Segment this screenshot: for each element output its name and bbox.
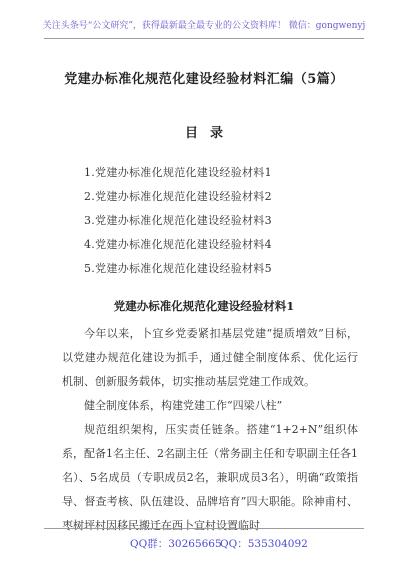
- toc-item[interactable]: 4.党建办标准化规范化建设经验材料4: [84, 238, 272, 251]
- toc-item[interactable]: 1.党建办标准化规范化建设经验材料1: [84, 166, 272, 179]
- footer-divider: [44, 528, 364, 529]
- footer-qq-contact: QQ：535304092: [220, 538, 308, 550]
- toc-item[interactable]: 3.党建办标准化规范化建设经验材料3: [84, 214, 272, 227]
- paragraph: 健全制度体系，构建党建工作“四梁八柱”: [84, 399, 283, 412]
- body-text: [62, 322, 358, 538]
- paragraph: 规范组织架构，压实责任链条。搭建“1+2+N”组织体系，配备1名主任、2名副主任（常务副主任和专职副主任各1名）、5名成员（专职成员2名，兼职成员3名），明确“政策指导、督查考核、队伍建设、品牌培育”四大职能。除神甫村、枣树坪村因移民搬迁在西卜宜村设置临时: [62, 423, 358, 532]
- header-note: 关注头条号“公文研究”，获得最新最全最专业的公文资料库！ 微信：gongwenyj: [42, 21, 366, 31]
- toc-item[interactable]: 2.党建办标准化规范化建设经验材料2: [84, 190, 272, 203]
- footer-qq-group: QQ群：30265665: [130, 538, 222, 550]
- toc-heading: 目录: [184, 126, 235, 141]
- document-title: 党建办标准化规范化建设经验材料汇编（5篇）: [64, 72, 344, 87]
- paragraph: 今年以来，卜宜乡党委紧扣基层党建“提质增效”目标，以党建办规范化建设为抓手，通过健全制度体系、优化运行机制、创新服务载体，切实推动基层党建工作成效。: [62, 327, 358, 388]
- section-title: 党建办标准化规范化建设经验材料1: [113, 299, 295, 313]
- toc-item[interactable]: 5.党建办标准化规范化建设经验材料5: [84, 262, 272, 275]
- header-divider: [44, 38, 364, 39]
- table-of-contents: [84, 166, 272, 286]
